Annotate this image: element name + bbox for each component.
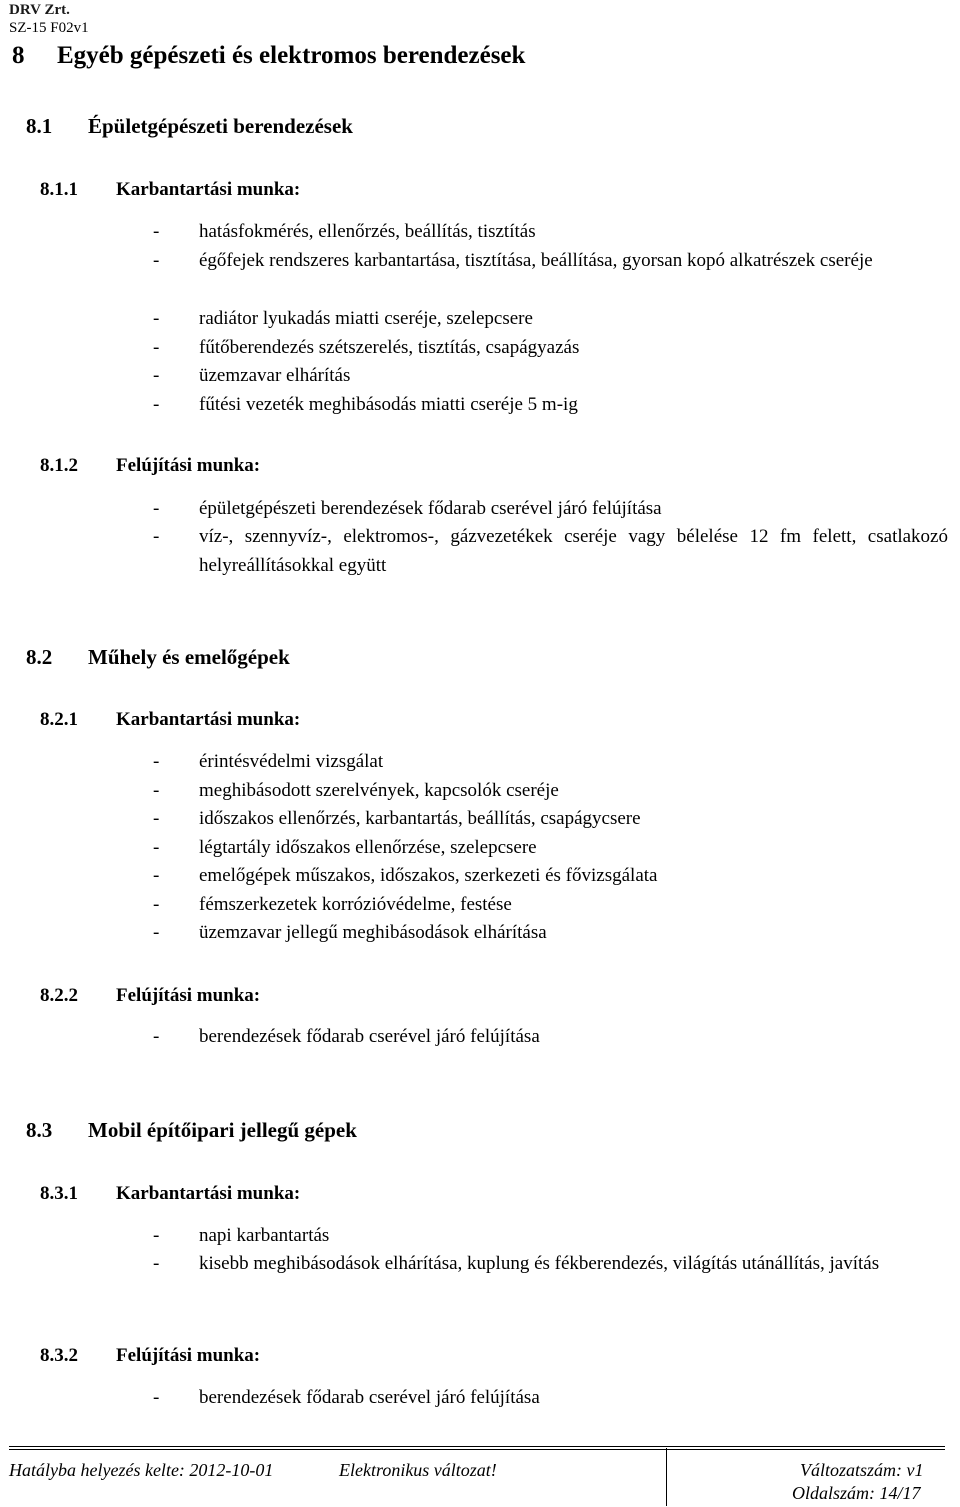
list-item: - víz-, szennyvíz-, elektromos-, gázvezetékek cseréje vagy bélelése 12 fm felett, csatlakozó helyreállításokkal együtt <box>153 526 948 576</box>
subsection-title: Karbantartási munka: <box>116 709 301 730</box>
chapter-title: Egyéb gépészeti és elektromos berendezések <box>57 42 526 69</box>
subsection-heading <box>40 1345 260 1367</box>
footer-version-number: Változatszám: v1 <box>800 1460 924 1480</box>
subsection-number: 8.1.2 <box>40 455 78 476</box>
section-number: 8.1 <box>26 114 53 138</box>
footer-page-number: Oldalszám: 14/17 <box>792 1483 921 1503</box>
subsection-heading <box>40 985 260 1007</box>
subsection-title: Karbantartási munka: <box>116 179 301 200</box>
subsection-number: 8.2.1 <box>40 709 78 730</box>
company-name: DRV Zrt. <box>9 2 70 18</box>
section-heading <box>26 114 353 139</box>
section-title: Mobil építőipari jellegű gépek <box>88 1118 357 1142</box>
chapter-heading <box>12 42 525 70</box>
subsection-title: Karbantartási munka: <box>116 1183 301 1204</box>
list-item: - égőfejek rendszeres karbantartása, tisztítása, beállítása, gyorsan kopó alkatrészek cseréje <box>153 250 873 271</box>
subsection-title: Felújítási munka: <box>116 455 261 476</box>
subsection-heading <box>40 1183 300 1205</box>
footer-effective-date: Hatályba helyezés kelte: 2012-10-01 <box>9 1460 274 1480</box>
section-title: Műhely és emelőgépek <box>88 645 290 669</box>
footer-electronic-version: Elektronikus változat! <box>339 1460 497 1480</box>
subsection-number: 8.1.1 <box>40 179 78 200</box>
list-item: - kisebb meghibásodások elhárítása, kuplung és fékberendezés, világítás utánállítás, javítás <box>153 1253 880 1274</box>
subsection-number: 8.3.1 <box>40 1183 78 1204</box>
subsection-number: 8.3.2 <box>40 1345 78 1366</box>
subsection-heading <box>40 709 300 731</box>
footer-rule <box>9 1446 945 1447</box>
section-number: 8.3 <box>26 1118 53 1142</box>
subsection-title: Felújítási munka: <box>116 1345 261 1366</box>
footer-divider <box>666 1448 667 1506</box>
subsection-title: Felújítási munka: <box>116 985 261 1006</box>
subsection-number: 8.2.2 <box>40 985 78 1006</box>
section-heading <box>26 645 290 670</box>
section-title: Épületgépészeti berendezések <box>88 114 353 138</box>
document-code: SZ-15 F02v1 <box>9 20 89 36</box>
section-heading <box>26 1118 357 1143</box>
subsection-heading <box>40 455 260 477</box>
footer-rule <box>9 1449 945 1450</box>
section-number: 8.2 <box>26 645 53 669</box>
subsection-heading <box>40 179 300 201</box>
chapter-number: 8 <box>12 42 25 69</box>
